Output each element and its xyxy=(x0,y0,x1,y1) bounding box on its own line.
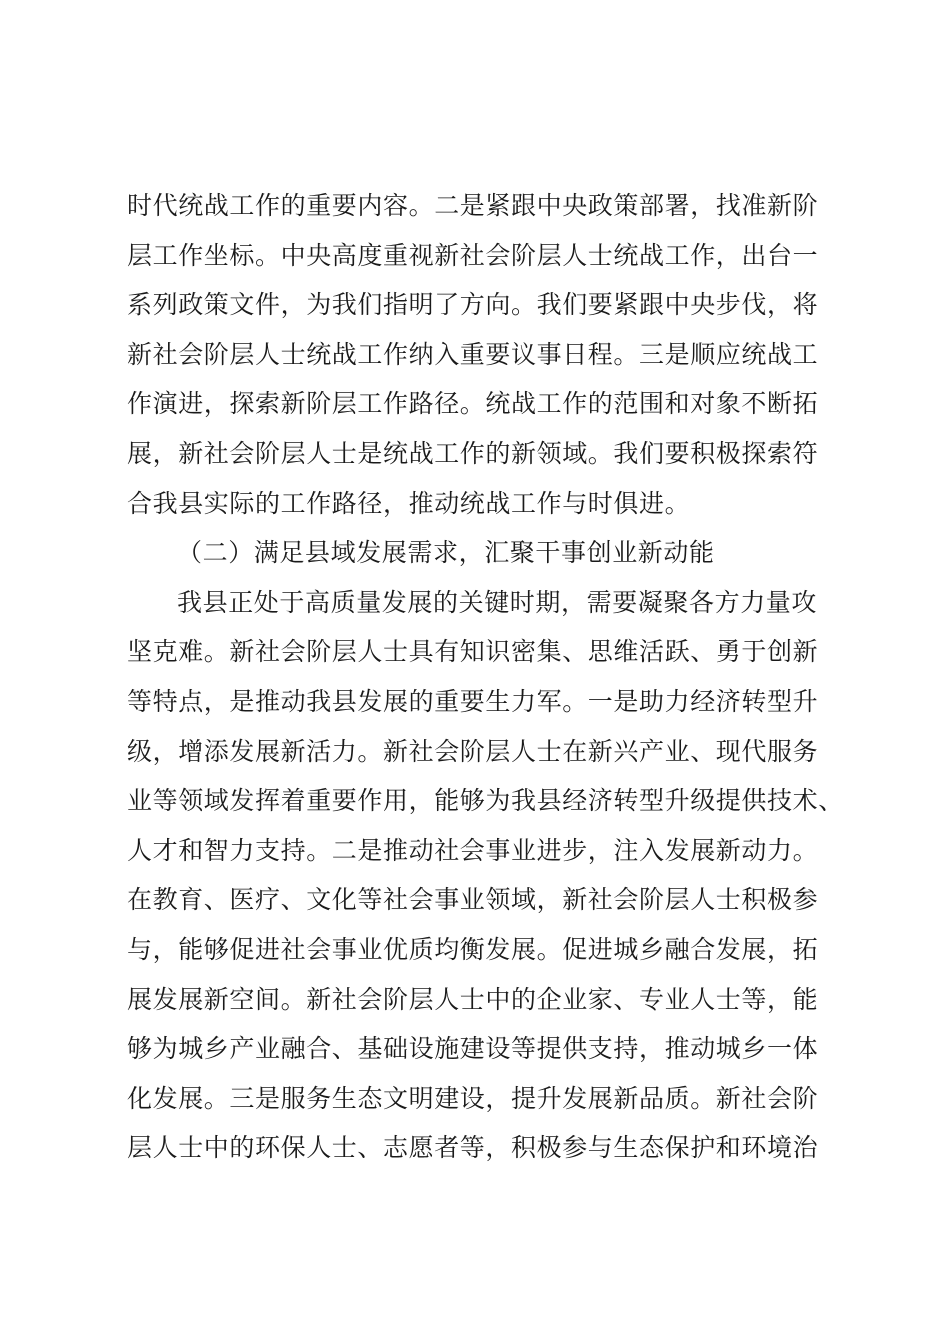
text-line: 够为城乡产业融合、基础设施建设等提供支持，推动城乡一体 xyxy=(127,1034,819,1064)
text-line: 业等领域发挥着重要作用，能够为我县经济转型升级提供技术、 xyxy=(127,786,844,816)
text-line: 层人士中的环保人士、志愿者等，积极参与生态保护和环境治 xyxy=(127,1133,819,1163)
body-text xyxy=(127,181,847,1173)
text-line: 展，新社会阶层人士是统战工作的新领域。我们要积极探索符 xyxy=(127,438,819,468)
text-line: 在教育、医疗、文化等社会事业领域，新社会阶层人士积极参 xyxy=(127,885,819,915)
text-line: 人才和智力支持。二是推动社会事业进步，注入发展新动力。 xyxy=(127,835,819,865)
text-line: 等特点，是推动我县发展的重要生力军。一是助力经济转型升 xyxy=(127,686,819,716)
text-line: 级，增添发展新活力。新社会阶层人士在新兴产业、现代服务 xyxy=(127,736,819,766)
text-line: 作演进，探索新阶层工作路径。统战工作的范围和对象不断拓 xyxy=(127,389,819,419)
text-line: 坚克难。新社会阶层人士具有知识密集、思维活跃、勇于创新 xyxy=(127,637,819,667)
section-heading: （二）满足县域发展需求，汇聚干事创业新动能 xyxy=(177,538,715,568)
text-line: 合我县实际的工作路径，推动统战工作与时俱进。 xyxy=(127,488,691,518)
text-line: 系列政策文件，为我们指明了方向。我们要紧跟中央步伐，将 xyxy=(127,290,819,320)
text-line: 层工作坐标。中央高度重视新社会阶层人士统战工作，出台一 xyxy=(127,240,819,270)
text-line: 化发展。三是服务生态文明建设，提升发展新品质。新社会阶 xyxy=(127,1083,819,1113)
text-line: 展发展新空间。新社会阶层人士中的企业家、专业人士等，能 xyxy=(127,984,819,1014)
text-line: 时代统战工作的重要内容。二是紧跟中央政策部署，找准新阶 xyxy=(127,191,819,220)
text-line: 新社会阶层人士统战工作纳入重要议事日程。三是顺应统战工 xyxy=(127,339,819,369)
text-line: 我县正处于高质量发展的关键时期，需要凝聚各方力量攻 xyxy=(177,587,818,617)
text-line: 与，能够促进社会事业优质均衡发展。促进城乡融合发展，拓 xyxy=(127,934,819,964)
